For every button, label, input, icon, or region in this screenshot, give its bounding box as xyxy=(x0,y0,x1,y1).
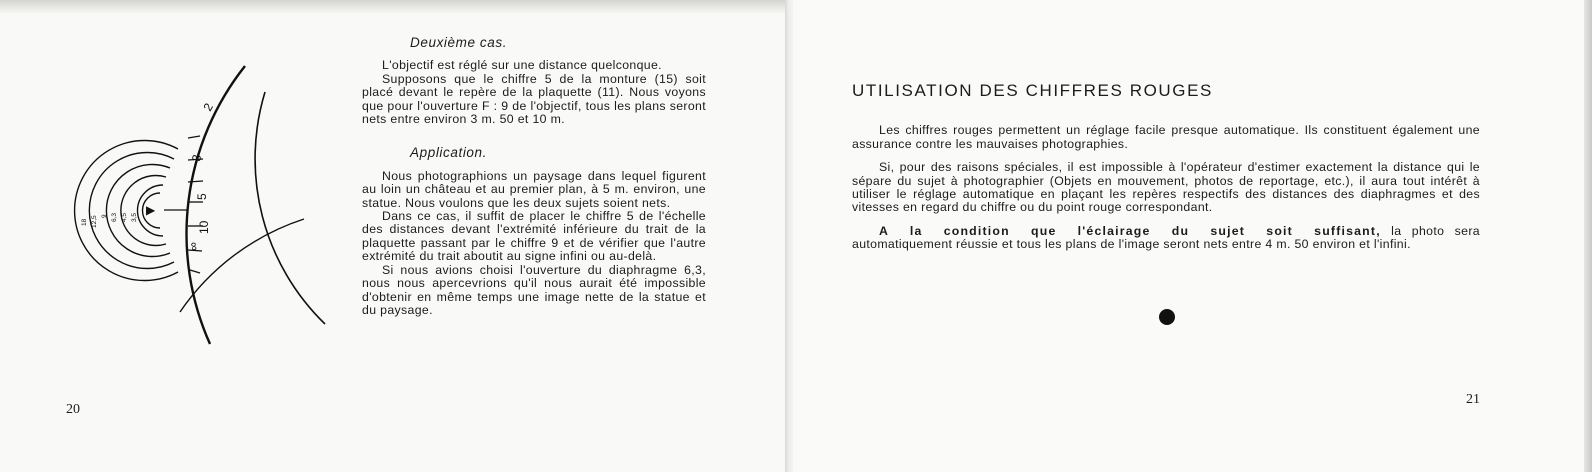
paragraph: Supposons que le chiffre 5 de la monture (15) soit placé devant le repère de la plaquette (11). Nous voyons que pour l'ouverture F : 9 de l'objectif, tous les plans seront nets entre environ 3 m. 50 et 10 m. xyxy=(362,71,706,127)
aperture-label: 4,5 xyxy=(121,212,128,222)
section-heading: Application. xyxy=(410,145,487,161)
aperture-label: 6,3 xyxy=(111,212,118,222)
paragraph: Nous photographions un paysage dans lequel figurent au loin un château et au premier plan, à 5 m. environ, une statue. Nous voulons que les deux sujets soient nets. xyxy=(362,168,706,210)
left-text-column xyxy=(362,36,706,317)
lens-scale-diagram xyxy=(60,44,350,374)
paragraph: L'objectif est réglé sur une distance quelconque. xyxy=(382,58,662,73)
right-text-column xyxy=(852,81,1480,262)
section-heading: Deuxième cas. xyxy=(410,35,508,50)
page-title: UTILISATION DES CHIFFRES ROUGES xyxy=(852,81,1213,100)
book-gutter xyxy=(785,0,793,472)
page-edge xyxy=(1584,0,1592,472)
page-number: 20 xyxy=(66,402,80,417)
aperture-label: 18 xyxy=(81,218,88,226)
paragraph-text: la photo sera automatiquement réussie et tous les plans de l'image seront nets entre 4 m. 50 environ et l'infini. xyxy=(852,223,1480,252)
aperture-label: 12,5 xyxy=(91,215,98,228)
scale-label: ∞ xyxy=(185,241,201,252)
paragraph: Les chiffres rouges permettent un réglage facile presque automatique. Ils constituent également une assurance contre les mauvaises photographies. xyxy=(852,123,1480,151)
aperture-label: 3,5 xyxy=(131,212,138,222)
page-number: 21 xyxy=(1466,392,1480,407)
inner-arc xyxy=(255,92,325,324)
aperture-label: 9 xyxy=(101,214,108,218)
paragraph: Dans ce cas, il suffit de placer le chiffre 5 de l'échelle des distances devant l'extrémité inférieure du trait de la plaquette passant par le chiffre 9 et de vérifier que l'autre extrémité du trait aboutit au signe infini ou au-delà. xyxy=(362,209,706,264)
bold-lead-text: A la condition que l'éclairage du sujet soit suffisant, xyxy=(879,223,1381,238)
paragraph xyxy=(852,225,1480,252)
ink-dot xyxy=(1159,309,1175,325)
scale-label: 5 xyxy=(195,193,209,200)
scale-label: 2 xyxy=(200,100,216,114)
page-shadow xyxy=(0,0,785,14)
index-mark: ▶ xyxy=(146,203,156,217)
paragraph: Si nous avions choisi l'ouverture du diaphragme 6,3, nous nous apercevrions qu'il nous aurait été impossible d'obtenir en même temps une image nette de la statue et du paysage. xyxy=(362,262,706,317)
scale-label: 10 xyxy=(197,220,211,234)
aperture-rings xyxy=(75,141,178,281)
scale-label: 3 xyxy=(189,153,205,163)
paragraph: Si, pour des raisons spéciales, il est impossible à l'opérateur d'estimer exactement la distance qui le sépare du sujet à photographier (Objets en mouvement, photos de reportage, etc.), il aura tout intérêt à utiliser le réglage automatique en plaçant les repères respectifs des distances des diaphragmes et des vitesses en regard du chiffre ou du point rouge correspondant. xyxy=(852,160,1480,215)
